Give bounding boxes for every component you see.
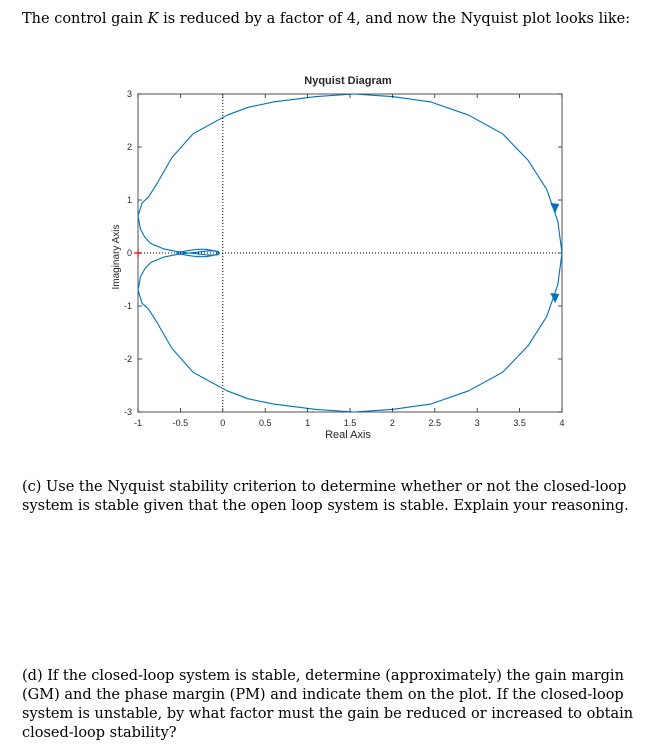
x-tick-label: 1.5 (343, 418, 357, 428)
x-tick-label: 3 (474, 418, 480, 428)
x-tick-label: -0.5 (172, 418, 189, 428)
nyquist-curve-2 (138, 94, 562, 255)
gain-variable: K (147, 11, 159, 27)
x-tick-label: 4 (559, 418, 565, 428)
nyquist-curve-1 (138, 251, 562, 412)
x-tick-label: 0.5 (258, 418, 272, 428)
x-tick-label: 2.5 (428, 418, 442, 428)
y-tick-label: 3 (126, 89, 132, 99)
direction-arrow-1 (550, 203, 559, 213)
y-tick-label: 1 (126, 195, 132, 205)
y-tick-label: -1 (123, 301, 132, 311)
x-axis-label: Real Axis (325, 429, 371, 441)
y-tick-label: 0 (126, 248, 132, 258)
intro-post: is reduced by a factor of 4, and now the Nyquist plot looks like: (158, 11, 631, 27)
part-d-text: (d) If the closed-loop system is stable, determine (approximately) the gain margin (GM) and the phase margin (PM) and indicate them on the plot. If the closed-loop system is unstable, by what factor must the gain be reduced or increased to obtain closed-loop stability? (22, 668, 634, 741)
x-tick-label: 1 (305, 418, 311, 428)
chart-title: Nyquist Diagram (304, 75, 392, 87)
part-c-text: (c) Use the Nyquist stability criterion to determine whether or not the closed-loop system is stable given that the open loop system is stable. Explain your reasoning. (22, 479, 629, 514)
x-tick-label: 0 (220, 418, 226, 428)
x-tick-label: -1 (133, 418, 143, 428)
y-tick-label: -2 (123, 354, 132, 364)
x-tick-label: 3.5 (513, 418, 526, 428)
x-tick-label: 2 (389, 418, 395, 428)
intro-pre: The control gain (22, 11, 148, 27)
y-tick-label: -3 (123, 407, 132, 417)
y-tick-label: 2 (126, 142, 132, 152)
y-axis-label: Imaginary Axis (111, 224, 122, 290)
